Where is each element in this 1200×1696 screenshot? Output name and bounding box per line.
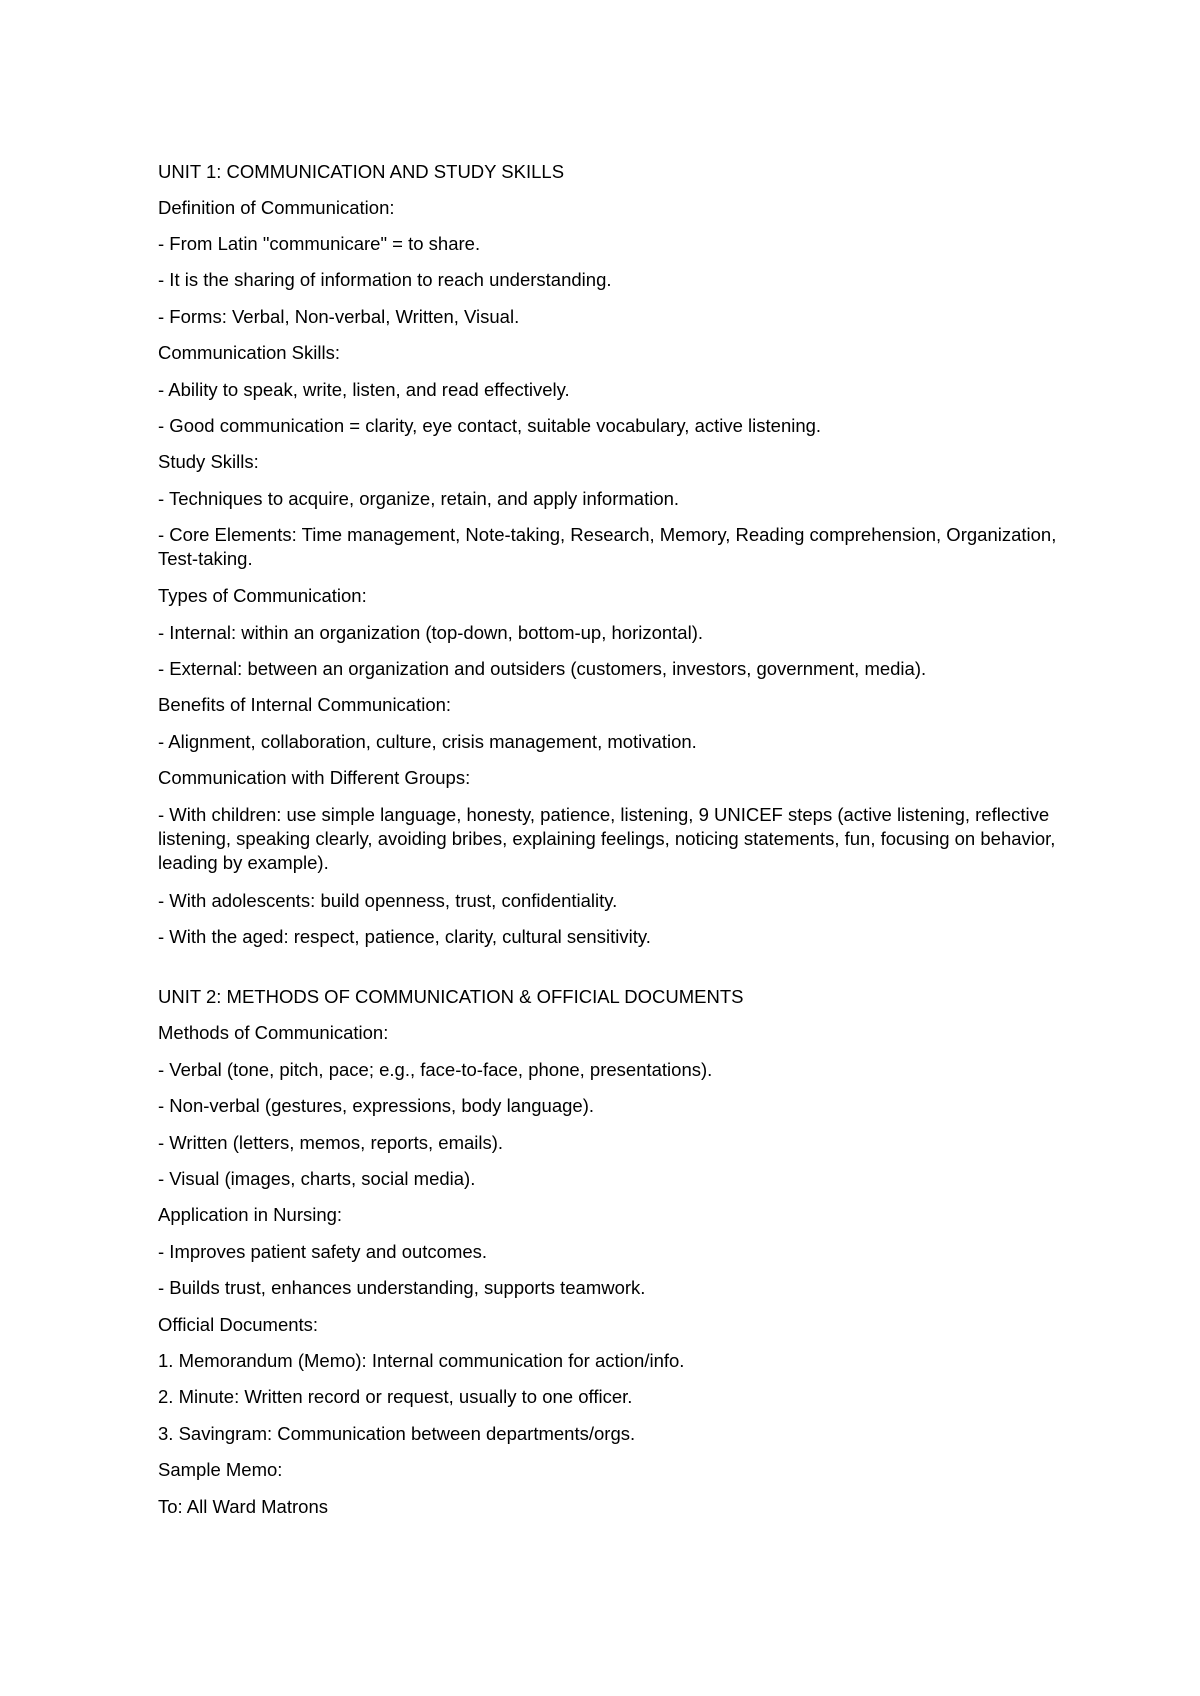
unit2-line: To: All Ward Matrons bbox=[158, 1496, 328, 1517]
unit2-line: - Written (letters, memos, reports, emails). bbox=[158, 1132, 504, 1153]
unit1-line: - With the aged: respect, patience, clarity, cultural sensitivity. bbox=[158, 926, 651, 947]
unit1-line: - Core Elements: Time management, Note-taking, Research, Memory, Reading comprehension, Organization, Test-taking. bbox=[158, 524, 1057, 569]
unit1-line: - It is the sharing of information to reach understanding. bbox=[158, 269, 612, 290]
unit1-line: Communication with Different Groups: bbox=[158, 767, 471, 788]
unit1-line: - External: between an organization and outsiders (customers, investors, government, media). bbox=[158, 658, 927, 679]
unit2-line: - Visual (images, charts, social media). bbox=[158, 1168, 476, 1189]
unit2-line: - Builds trust, enhances understanding, supports teamwork. bbox=[158, 1277, 646, 1298]
unit2-line: 2. Minute: Written record or request, usually to one officer. bbox=[158, 1386, 633, 1407]
unit2-line: Application in Nursing: bbox=[158, 1204, 343, 1225]
unit1-line: - From Latin "communicare" = to share. bbox=[158, 233, 481, 254]
unit2-line: Sample Memo: bbox=[158, 1459, 283, 1480]
unit2-line: - Non-verbal (gestures, expressions, body language). bbox=[158, 1095, 595, 1116]
unit2-title: UNIT 2: METHODS OF COMMUNICATION & OFFICIAL DOCUMENTS bbox=[158, 986, 744, 1007]
unit1-line: - Alignment, collaboration, culture, crisis management, motivation. bbox=[158, 731, 697, 752]
unit2-line: 1. Memorandum (Memo): Internal communication for action/info. bbox=[158, 1350, 685, 1371]
unit1-line: Types of Communication: bbox=[158, 585, 367, 606]
unit2-line: - Verbal (tone, pitch, pace; e.g., face-to-face, phone, presentations). bbox=[158, 1059, 713, 1080]
unit1-line: - Forms: Verbal, Non-verbal, Written, Visual. bbox=[158, 306, 520, 327]
unit2-line: - Improves patient safety and outcomes. bbox=[158, 1241, 488, 1262]
unit1-line: - Good communication = clarity, eye contact, suitable vocabulary, active listening. bbox=[158, 415, 822, 436]
unit1-line: Definition of Communication: bbox=[158, 197, 395, 218]
unit2-line: 3. Savingram: Communication between departments/orgs. bbox=[158, 1423, 636, 1444]
unit1-line: Benefits of Internal Communication: bbox=[158, 694, 452, 715]
unit2-line: Official Documents: bbox=[158, 1314, 319, 1335]
unit1-line: - Techniques to acquire, organize, retain, and apply information. bbox=[158, 488, 680, 509]
unit1-title: UNIT 1: COMMUNICATION AND STUDY SKILLS bbox=[158, 161, 565, 182]
unit1-line: Study Skills: bbox=[158, 451, 259, 472]
unit1-line: Communication Skills: bbox=[158, 342, 340, 363]
unit1-line: - With children: use simple language, honesty, patience, listening, 9 UNICEF steps (active listening, reflective listening, speaking clearly, avoiding bribes, explaining feelings, noticing statements, fun, focusing on behavior, leading by example). bbox=[158, 804, 1056, 873]
unit1-line: - With adolescents: build openness, trust, confidentiality. bbox=[158, 890, 618, 911]
unit1-line: - Ability to speak, write, listen, and read effectively. bbox=[158, 379, 570, 400]
unit1-line: - Internal: within an organization (top-down, bottom-up, horizontal). bbox=[158, 622, 704, 643]
unit2-line: Methods of Communication: bbox=[158, 1022, 389, 1043]
